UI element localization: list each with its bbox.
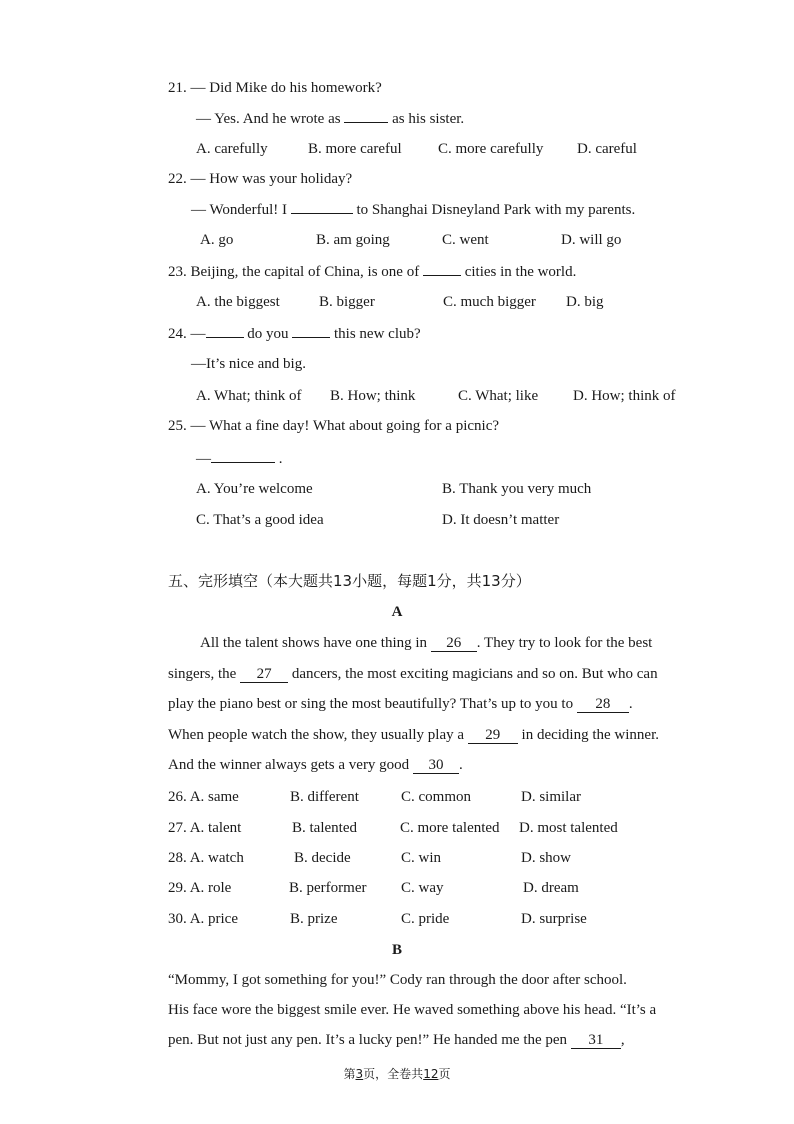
choice-30-b[interactable]: B. prize [290, 911, 338, 927]
q23-option-d[interactable]: D. big [566, 294, 604, 310]
q25-option-d[interactable]: D. It doesn’t matter [442, 512, 560, 528]
q24-reply: —It’s nice and big. [191, 356, 306, 372]
choice-27-d[interactable]: D. most talented [519, 820, 618, 836]
choice-28-d[interactable]: D. show [521, 850, 572, 866]
choice-29-d[interactable]: D. dream [523, 880, 579, 896]
blank-27[interactable]: 27 [240, 666, 288, 683]
choice-29-a[interactable]: 29. A. role [168, 880, 232, 896]
q21-blank[interactable] [344, 108, 388, 123]
q22-option-b[interactable]: B. am going [316, 232, 390, 248]
choice-28-b[interactable]: B. decide [294, 850, 351, 866]
q23-option-b[interactable]: B. bigger [319, 294, 375, 310]
q25-reply: — . [196, 448, 283, 469]
q24-blank-1[interactable] [206, 323, 244, 338]
choice-29-b[interactable]: B. performer [289, 880, 367, 896]
choice-27-b[interactable]: B. talented [292, 820, 357, 836]
section-five-title: 五、完形填空（本大题共13小题，每题1分，共13分） [168, 572, 531, 590]
choice-26-b[interactable]: B. different [290, 789, 359, 805]
q22-option-c[interactable]: C. went [442, 232, 489, 248]
passage-a-line-2: singers, the 27 dancers, the most exciting magicians and so on. But who can [168, 666, 658, 682]
q23-blank[interactable] [423, 261, 461, 276]
q24-option-c[interactable]: C. What; like [458, 388, 539, 404]
passage-b-line-1: “Mommy, I got something for you!” Cody ran through the door after school. [168, 972, 627, 988]
q24-blank-2[interactable] [292, 323, 330, 338]
choice-26-a[interactable]: 26. A. same [168, 789, 239, 805]
q21-option-d[interactable]: D. careful [577, 141, 637, 157]
choice-29-c[interactable]: C. way [401, 880, 444, 896]
passage-b-line-2: His face wore the biggest smile ever. He waved something above his head. “It’s a [168, 1002, 657, 1018]
q22-reply: — Wonderful! I to Shanghai Disneyland Park with my parents. [191, 199, 635, 220]
q21-option-a[interactable]: A. carefully [196, 141, 268, 157]
q25-option-b[interactable]: B. Thank you very much [442, 481, 592, 497]
q25-stem: 25. — What a fine day! What about going for a picnic? [168, 418, 500, 434]
choice-28-c[interactable]: C. win [401, 850, 442, 866]
passage-a-line-4: When people watch the show, they usually play a 29 in deciding the winner. [168, 727, 659, 743]
passage-a-line-3: play the piano best or sing the most beautifully? That’s up to you to 28 . [168, 696, 633, 712]
choice-26-d[interactable]: D. similar [521, 789, 581, 805]
page-number: 3 [355, 1067, 364, 1081]
blank-29[interactable]: 29 [468, 727, 518, 744]
q23-option-a[interactable]: A. the biggest [196, 294, 280, 310]
q21-option-b[interactable]: B. more careful [308, 141, 402, 157]
q22-option-d[interactable]: D. will go [561, 232, 622, 248]
q23-option-c[interactable]: C. much bigger [443, 294, 536, 310]
choice-26-c[interactable]: C. common [401, 789, 471, 805]
passage-a-heading: A [391, 604, 403, 620]
q21-reply: — Yes. And he wrote as as his sister. [196, 108, 464, 129]
total-pages: 12 [423, 1067, 439, 1081]
q25-option-c[interactable]: C. That’s a good idea [196, 512, 324, 528]
q24-stem: 24. — do you this new club? [168, 323, 421, 344]
choice-30-c[interactable]: C. pride [401, 911, 450, 927]
q24-option-b[interactable]: B. How; think [330, 388, 416, 404]
blank-26[interactable]: 26 [431, 635, 477, 652]
page-footer: 第3页，全卷共12页 [343, 1067, 451, 1081]
blank-31[interactable]: 31 [571, 1032, 621, 1049]
choice-28-a[interactable]: 28. A. watch [168, 850, 244, 866]
choice-30-d[interactable]: D. surprise [521, 911, 587, 927]
q21-option-c[interactable]: C. more carefully [438, 141, 544, 157]
q22-blank[interactable] [291, 199, 353, 214]
q22-stem: 22. — How was your holiday? [168, 171, 353, 187]
choice-30-a[interactable]: 30. A. price [168, 911, 238, 927]
q22-option-a[interactable]: A. go [200, 232, 234, 248]
q25-blank[interactable] [211, 448, 275, 463]
choice-27-a[interactable]: 27. A. talent [168, 820, 242, 836]
q21-stem: 21. — Did Mike do his homework? [168, 80, 382, 96]
passage-a-line-5: And the winner always gets a very good 30 . [168, 757, 463, 773]
blank-30[interactable]: 30 [413, 757, 459, 774]
q24-option-a[interactable]: A. What; think of [196, 388, 302, 404]
q23-stem: 23. Beijing, the capital of China, is one of cities in the world. [168, 261, 576, 282]
q25-option-a[interactable]: A. You’re welcome [196, 481, 313, 497]
choice-27-c[interactable]: C. more talented [400, 820, 500, 836]
passage-a-line-1: All the talent shows have one thing in 26 . They try to look for the best [200, 635, 653, 651]
blank-28[interactable]: 28 [577, 696, 629, 713]
q24-option-d[interactable]: D. How; think of [573, 388, 676, 404]
passage-b-line-3: pen. But not just any pen. It’s a lucky pen!” He handed me the pen 31 , [168, 1032, 625, 1048]
passage-b-heading: B [391, 942, 402, 958]
